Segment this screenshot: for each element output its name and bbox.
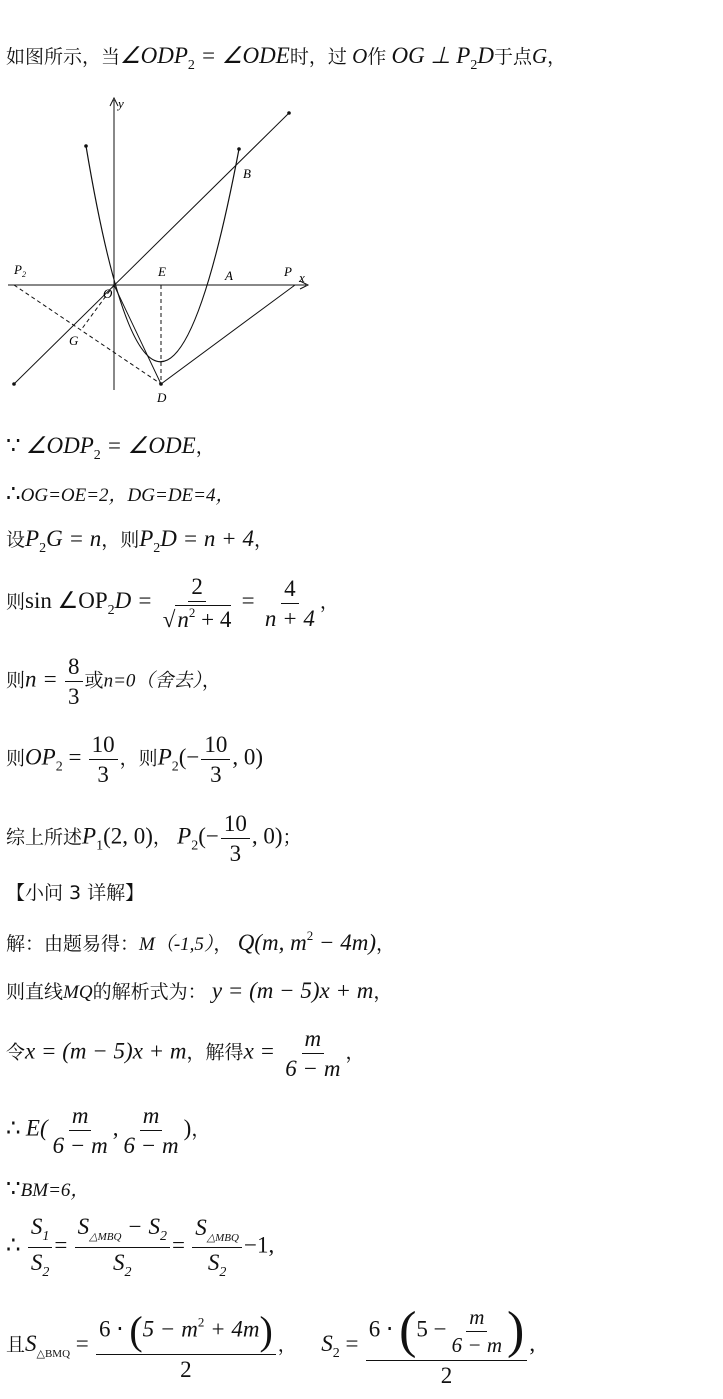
line-5: 则$\sin \angle OP_2D$ = $\frac{2}{√n^2 + 4}$ = $\frac{4}{n + 4}$ ， [6, 574, 339, 632]
label-G: G [69, 333, 79, 348]
label-O: O [103, 286, 113, 301]
segment-P2D-dashed [14, 285, 161, 384]
line-12: 令x = (m − 5)x + m，解得x = $\frac{m}{6 - m}$ ， [6, 1026, 365, 1081]
fraction-smbq: $\frac{S_{\triangle MBQ}}{S_2}$ [192, 1216, 242, 1280]
line-15: ∴ $\frac{S_1}{S_2}$ = $\frac{S_{\triangle MBQ} - S_2}{S_2}$ = $\frac{S_{\triangle MBQ}}{S_2}$ −1, [6, 1214, 275, 1280]
fraction-sin: $\frac{2}{√n^2 + 4}$ [162, 574, 232, 632]
parabola [86, 146, 239, 362]
line-16: 且$S_{\triangle BMQ}$ = $\frac{6 \cdot (5 - m^2 + 4m)}{2}$ ， $S_2$ = 6 ⋅ (5 − $\frac{m}{6 - m}$ ) 2 , [6, 1302, 536, 1388]
fraction-10-3-c: $\frac{10}{3}$ [221, 812, 250, 865]
fraction-4: $\frac{4}{n + 4}$ [264, 575, 315, 631]
line-2: ∵ $\angle ODP_2$ = ∠ODE， [6, 433, 215, 463]
fraction-10-3-b: $\frac{10}{3}$ [201, 733, 230, 786]
fraction-s1-s2: $\frac{S_1}{S_2}$ [28, 1215, 53, 1280]
segment-DP [161, 285, 295, 384]
label-E: E [158, 264, 166, 279]
line-through-origin [14, 113, 289, 384]
fraction-10-3-a: $\frac{10}{3}$ [89, 733, 118, 786]
fraction-8-3: $\frac{8}{3}$ [65, 655, 83, 708]
fraction-sbmq: $\frac{6 \cdot (5 - m^2 + 4m)}{2}$ [96, 1311, 276, 1381]
label-P2: $P_2$ [14, 262, 26, 279]
label-D: D [157, 390, 167, 405]
line-14: ∵BM=6， [6, 1176, 90, 1201]
segment-OD [114, 285, 161, 384]
fraction-e-x: $\frac{m}{6 - m}$ [52, 1103, 108, 1158]
parabola-end-left [84, 144, 88, 148]
line-end-left [12, 382, 16, 386]
label-B: B [243, 166, 251, 181]
fraction-smbq-minus: $\frac{S_{\triangle MBQ} - S_2}{S_2}$ [75, 1215, 170, 1280]
section-heading: 【小问 3 详解】 [6, 882, 145, 904]
label-A: A [225, 268, 233, 283]
line-7: 则$OP_2$ = $\frac{10}{3}$ ，则$P_2(-$ $\frac{10}{3}$ , 0) [6, 732, 264, 787]
line-3: ∴OG=OE=2，DG=DE=4， [6, 481, 235, 506]
line-8: 综上所述$P_1(2$, 0)， $P_2(-$ $\frac{10}{3}$ , 0)； [6, 811, 302, 866]
line-10: 解：由题易得：M（-1,5）， Q(m, $m^2 - 4m$)， [6, 928, 395, 955]
line-13: ∴ E( $\frac{m}{6 - m}$ , $\frac{m}{6 - m}$ )， [6, 1103, 211, 1158]
fraction-e-y: $\frac{m}{6 - m}$ [123, 1103, 179, 1158]
point-D [159, 382, 163, 386]
line-6: 则n = $\frac{8}{3}$ 或n=0（舍去）， [6, 654, 221, 709]
parabola-figure [6, 92, 316, 412]
fraction-x: $\frac{m}{6 - m}$ [285, 1026, 341, 1081]
label-y: y [118, 96, 124, 111]
label-P: P [284, 264, 292, 279]
fraction-s2: 6 ⋅ (5 − $\frac{m}{6 - m}$ ) 2 [366, 1305, 528, 1387]
line-end-right [287, 111, 291, 115]
line-4: 设$P_2G = n$，则$P_2D = n + 4$， [6, 526, 273, 556]
line-11: 则直线MQ的解析式为： y = (m − 5)x + m， [6, 978, 393, 1003]
line-1: 如图所示，当$\angle ODP_2$ = ∠ODE时，过 O作 OG ⊥ $P_2D$于点G， [6, 43, 567, 73]
label-x: x [299, 270, 305, 285]
parabola-end-right [237, 147, 241, 151]
